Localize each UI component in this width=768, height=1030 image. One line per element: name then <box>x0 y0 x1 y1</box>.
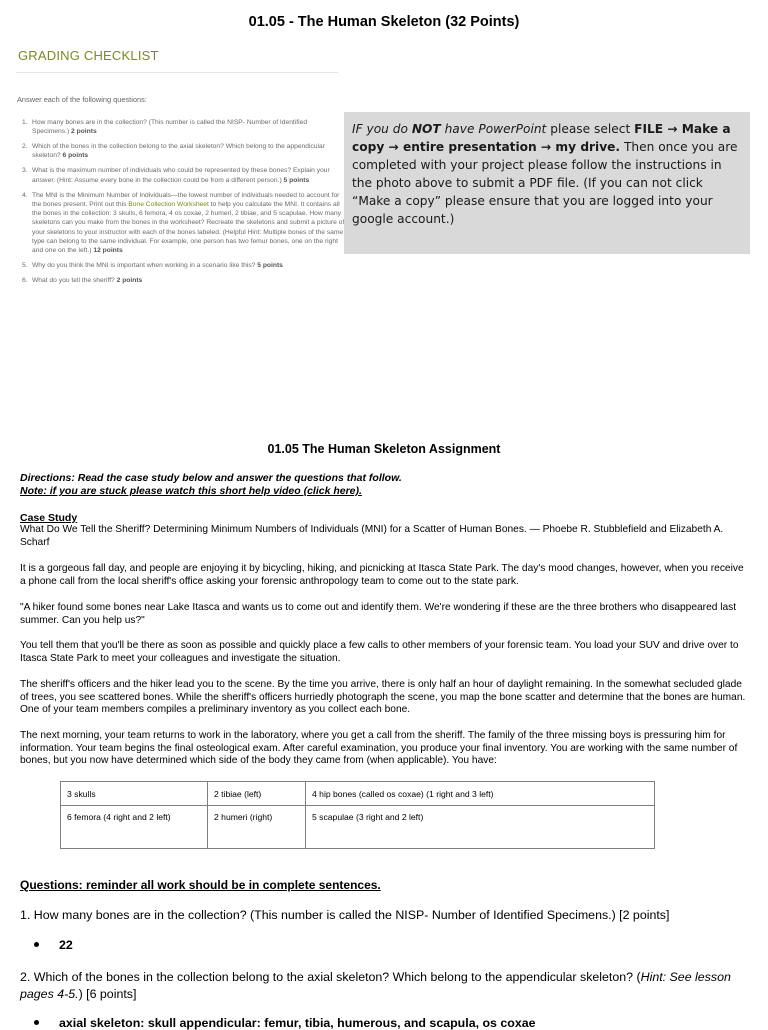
paragraph: What Do We Tell the Sheriff? Determining Minimum Numbers of Individuals (MNI) for a Scatter of Human Bones. — Phoebe R. Stubblefield and Elizabeth A. Scharf <box>20 524 724 548</box>
list-item: 3. What is the maximum number of individuals who could be represented by these bones? Explain your answer. (Hint: Assume every bone in the collection could be from a different person.) 5 points <box>22 167 330 184</box>
bullet-icon <box>34 942 39 947</box>
table-cell: 3 skulls <box>61 782 208 806</box>
question-1: 1. How many bones are in the collection? (This number is called the NISP- Number of Identified Specimens.) [2 points] <box>20 908 670 922</box>
grading-checklist-image <box>14 44 345 342</box>
page-title: 01.05 - The Human Skeleton (32 Points) <box>248 14 520 30</box>
table-cell: 5 scapulae (3 right and 2 left) <box>306 806 655 849</box>
directions <box>20 472 402 498</box>
checklist-list <box>20 118 346 291</box>
checklist-intro: Answer each of the following questions: <box>17 95 147 104</box>
paragraph: The next morning, your team returns to work in the laboratory, where you get a call from the sheriff. The family of the three missing boys is pressuring him for information. Your team begins the final osteological exam. After careful examination, you produce your final inventory. You are working with the same number of bones, but you now have determined which side of the body they came from (when applicable). You have: <box>20 730 738 767</box>
table-cell: 6 femora (4 right and 2 left) <box>61 806 208 849</box>
help-video-link[interactable]: Note: if you are stuck please watch this short help video (click here). <box>20 485 362 497</box>
case-study-label: Case Study <box>20 512 78 524</box>
paragraph: You tell them that you'll be there as soon as possible and quickly place a few calls to other members of your forensic team. You load your SUV and drive over to Itasca State Park to meet your colleagues and investigate the situation. <box>20 640 739 664</box>
paragraph: It is a gorgeous fall day, and people are enjoying it by bicycling, hiking, and picnicking at Itasca State Park. The day's mood changes, however, when you receive a phone call from the local sheriff's office asking your forensic anthropology team to come out to the state park. <box>20 563 744 587</box>
questions-heading: Questions: reminder all work should be in complete sentences. <box>20 878 381 892</box>
list-item: 2. Which of the bones in the collection belong to the axial skeleton? Which belong to the appendicular skeleton? 6 points <box>22 143 325 160</box>
bullet-icon <box>34 1020 39 1025</box>
bone-inventory-table <box>60 781 655 849</box>
list-item: 6. What do you tell the sheriff? 2 points <box>22 277 143 285</box>
list-item: 5. Why do you think the MNI is important when working in a scenario like this? 5 points <box>22 262 283 270</box>
question-2: 2. Which of the bones in the collection belong to the axial skeleton? Which belong to the appendicular skeleton? (Hint: See lesson pages 4-5.) [6 points] <box>20 970 731 1001</box>
divider <box>16 72 338 73</box>
table-cell: 4 hip bones (called os coxae) (1 right and 3 left) <box>306 782 655 806</box>
powerpoint-note: IF you do NOT have PowerPoint please select FILE → Make a copy → entire presentation → my drive. Then once you are completed with your project please follow the instructions in the photo above to submit a PDF file. (If you can not click “Make a copy” please ensure that you are logged into your google account.) <box>344 112 750 254</box>
paragraph: "A hiker found some bones near Lake Itasca and wants us to come out and identify them. We're wondering if these are the three brothers who disappeared last summer. Can you help us?" <box>20 602 737 626</box>
table-cell: 2 humeri (right) <box>208 806 306 849</box>
assignment-title: 01.05 The Human Skeleton Assignment <box>267 442 501 456</box>
worksheet-link[interactable]: Bone Collection Worksheet <box>128 200 209 208</box>
answer-1: 22 <box>34 938 73 952</box>
table-row <box>61 782 655 806</box>
directions-text: Directions: Read the case study below and answer the questions that follow. <box>20 472 402 484</box>
paragraph: The sheriff's officers and the hiker lead you to the scene. By the time you arrive, there is only half an hour of daylight remaining. In the somewhat secluded glade of trees, you see scattered bones. While the sheriff's officers hurriedly photograph the scene, you map the bone scatter and determine that the bones are human. One of your team members compiles a preliminary inventory as you collect each bone. <box>20 679 746 716</box>
list-item: 1. How many bones are in the collection? (This number is called the NISP- Number of Identified Specimens.) 2 points <box>22 119 308 136</box>
table-cell: 2 tibiae (left) <box>208 782 306 806</box>
checklist-heading: GRADING CHECKLIST <box>18 48 159 63</box>
list-item: 4. The MNI is the Minimum Number of Individuals—the lowest number of individuals needed to account for the bones present. Print out this Bone Collection Worksheet to help you calculate the MNI. It contains all the bones in the collection: 3 skulls, 6 femora, 4 os coxae, 2 humeri, 2 tibiae, and 5 scapulae. How many skeletons can you make from the bones in the worksheet? Recreate the skeletons and submit a picture of your skeletons to your instructor with each of the bones labeled. (Helpful Hint: Multiple bones of the same type can belong to the same individual. For example, one person has two femur bones, one on the right and one on the left.) 12 points <box>22 191 345 255</box>
table-row <box>61 806 655 849</box>
answer-2: axial skeleton: skull appendicular: femur, tibia, humerous, and scapula, os coxae <box>34 1016 536 1030</box>
